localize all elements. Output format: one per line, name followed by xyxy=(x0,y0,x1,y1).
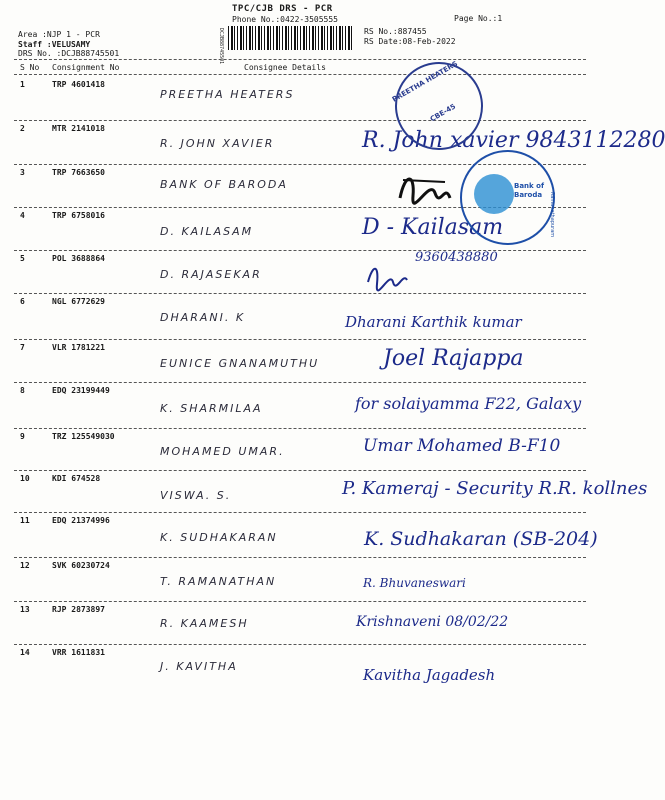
document-title: TPC/CJB DRS - PCR xyxy=(232,4,333,14)
row-number: 8 xyxy=(20,386,25,395)
receiver-signature: P. Kameraj - Security R.R. kollnes xyxy=(342,478,648,499)
row-divider xyxy=(14,339,586,340)
receiver-signature: Joel Rajappa xyxy=(383,346,524,371)
divider xyxy=(14,59,586,60)
consignment-number: TRZ 125549030 xyxy=(52,432,115,441)
row-divider xyxy=(14,644,586,645)
consignment-number: EDQ 21374996 xyxy=(52,516,110,525)
staff-label: Staff :VELUSAMY xyxy=(18,40,91,49)
row-number: 11 xyxy=(20,516,30,525)
column-header-details: Consignee Details xyxy=(244,63,326,72)
consignment-number: TRP 7663650 xyxy=(52,168,105,177)
barcode-number: DCJB88745501 xyxy=(218,28,224,65)
rs-number: RS No.:887455 xyxy=(364,27,427,36)
receiver-signature: R. John xavier 9843112280 xyxy=(362,128,665,153)
consignment-number: SVK 60230724 xyxy=(52,561,110,570)
consignee-name: VISWA. S. xyxy=(160,489,232,502)
row-divider xyxy=(14,120,586,121)
receiver-signature: D - Kailasam xyxy=(362,215,504,240)
receiver-signature: Krishnaveni 08/02/22 xyxy=(356,614,509,630)
consignee-name: K. SHARMILAA xyxy=(160,402,263,415)
consignee-name: D. RAJASEKAR xyxy=(160,268,262,281)
row-number: 3 xyxy=(20,168,25,177)
area-label: Area :NJP 1 - PCR xyxy=(18,30,100,39)
receiver-signature: Umar Mohamed B-F10 xyxy=(363,436,561,456)
barcode xyxy=(228,26,353,50)
receiver-signature: R. Bhuvaneswari xyxy=(363,576,466,590)
row-number: 7 xyxy=(20,343,25,352)
consignment-number: NGL 6772629 xyxy=(52,297,105,306)
row-number: 5 xyxy=(20,254,25,263)
column-header-consignment: Consignment No xyxy=(52,63,120,72)
consignee-name: DHARANI. K xyxy=(160,311,246,324)
row-number: 4 xyxy=(20,211,25,220)
consignee-name: J. KAVITHA xyxy=(160,660,238,673)
bank-stamp-text: Bank of Baroda xyxy=(514,182,544,199)
page-number: Page No.:1 xyxy=(454,14,503,23)
consignment-number: EDQ 23199449 xyxy=(52,386,110,395)
consignment-number: VLR 1781221 xyxy=(52,343,105,352)
bank-of-baroda-stamp: Bank of Baroda Ramanathapuram xyxy=(460,150,555,245)
consignee-name: R. KAAMESH xyxy=(160,617,249,630)
row-divider xyxy=(14,428,586,429)
consignment-number: TRP 4601418 xyxy=(52,80,105,89)
receiver-signature: K. Sudhakaran (SB-204) xyxy=(364,528,598,550)
preetha-heaters-stamp: PREETHA HEATERS CBE-45 xyxy=(379,46,499,166)
row-number: 10 xyxy=(20,474,30,483)
consignee-name: R. JOHN XAVIER xyxy=(160,137,275,150)
row-divider xyxy=(14,250,586,251)
consignee-name: K. SUDHAKARAN xyxy=(160,531,278,544)
row-number: 6 xyxy=(20,297,25,306)
row-divider xyxy=(14,512,586,513)
receiver-signature: 9360438880 xyxy=(415,250,498,265)
phone-number: Phone No.:0422-3505555 xyxy=(232,15,338,24)
consignment-number: KDI 674528 xyxy=(52,474,101,483)
consignment-number: MTR 2141018 xyxy=(52,124,105,133)
consignment-number: POL 3688864 xyxy=(52,254,105,263)
consignment-number: RJP 2873897 xyxy=(52,605,105,614)
row-number: 1 xyxy=(20,80,25,89)
consignment-number: TRP 6758016 xyxy=(52,211,105,220)
consignee-name: T. RAMANATHAN xyxy=(160,575,277,588)
consignee-name: EUNICE GNANAMUTHU xyxy=(160,357,320,370)
consignee-name: PREETHA HEATERS xyxy=(160,88,295,101)
row-divider xyxy=(14,601,586,602)
receiver-signature: Dharani Karthik kumar xyxy=(345,313,522,331)
row-number: 9 xyxy=(20,432,25,441)
column-header-sno: S No xyxy=(20,63,40,72)
consignee-name: MOHAMED UMAR. xyxy=(160,445,285,458)
signature-scribble-row-3 xyxy=(395,168,455,208)
divider xyxy=(14,74,586,75)
drs-number: DRS No. :DCJB88745501 xyxy=(18,49,120,58)
rs-date: RS Date:08-Feb-2022 xyxy=(364,37,456,46)
consignee-name: BANK OF BARODA xyxy=(160,178,288,191)
consignee-name: D. KAILASAM xyxy=(160,225,254,238)
row-divider xyxy=(14,293,586,294)
row-number: 2 xyxy=(20,124,25,133)
row-number: 14 xyxy=(20,648,30,657)
signature-scribble-row-5 xyxy=(365,262,410,292)
receiver-signature: for solaiyamma F22, Galaxy xyxy=(355,394,582,413)
row-number: 13 xyxy=(20,605,30,614)
row-divider xyxy=(14,470,586,471)
row-number: 12 xyxy=(20,561,30,570)
row-divider xyxy=(14,382,586,383)
receiver-signature: Kavitha Jagadesh xyxy=(363,666,496,684)
bank-logo-icon xyxy=(474,174,514,214)
consignment-number: VRR 1611831 xyxy=(52,648,105,657)
row-divider xyxy=(14,557,586,558)
